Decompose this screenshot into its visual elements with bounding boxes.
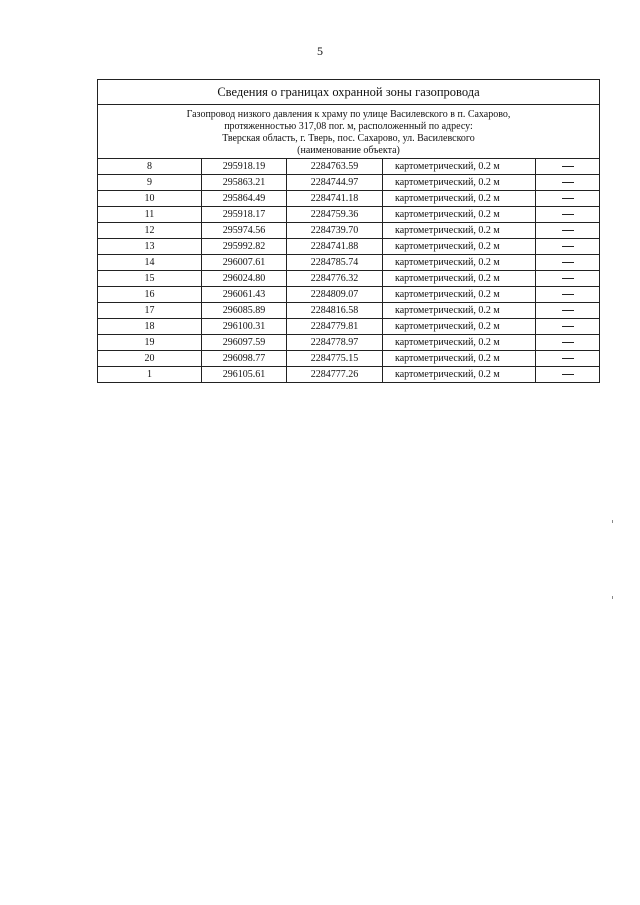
x-cell: 295864.49 — [202, 191, 287, 207]
x-cell: 295992.82 — [202, 239, 287, 255]
table-row — [98, 351, 600, 367]
table-row — [98, 271, 600, 287]
y-cell: 2284741.18 — [287, 191, 383, 207]
point-cell: 19 — [98, 335, 202, 351]
description-line: протяженностью 317,08 пог. м, расположенный по адресу: — [224, 121, 473, 132]
y-cell: 2284816.58 — [287, 303, 383, 319]
page-number: 5 — [317, 44, 323, 58]
dash-mark — [562, 358, 574, 359]
dash-mark — [562, 230, 574, 231]
y-cell: 2284775.15 — [287, 351, 383, 367]
method-cell: картометрический, 0.2 м — [383, 287, 536, 303]
table-row — [98, 175, 600, 191]
method-cell: картометрический, 0.2 м — [383, 319, 536, 335]
note-cell — [536, 239, 600, 255]
note-cell — [536, 319, 600, 335]
y-cell: 2284779.81 — [287, 319, 383, 335]
table-row — [98, 287, 600, 303]
x-cell: 296085.89 — [202, 303, 287, 319]
y-cell: 2284759.36 — [287, 207, 383, 223]
y-cell: 2284778.97 — [287, 335, 383, 351]
point-cell: 8 — [98, 159, 202, 175]
table-row — [98, 335, 600, 351]
note-cell — [536, 367, 600, 383]
method-cell: картометрический, 0.2 м — [383, 191, 536, 207]
x-cell: 296024.80 — [202, 271, 287, 287]
point-cell: 15 — [98, 271, 202, 287]
dash-mark — [562, 310, 574, 311]
x-cell: 295918.17 — [202, 207, 287, 223]
x-cell: 296100.31 — [202, 319, 287, 335]
x-cell: 296098.77 — [202, 351, 287, 367]
dash-mark — [562, 294, 574, 295]
table-row — [98, 367, 600, 383]
method-cell: картометрический, 0.2 м — [383, 351, 536, 367]
point-cell: 17 — [98, 303, 202, 319]
point-cell: 14 — [98, 255, 202, 271]
note-cell — [536, 191, 600, 207]
table-row — [98, 191, 600, 207]
table-row — [98, 255, 600, 271]
x-cell: 295863.21 — [202, 175, 287, 191]
note-cell — [536, 207, 600, 223]
table-title: Сведения о границах охранной зоны газопровода — [98, 80, 600, 105]
description-row — [98, 105, 600, 159]
method-cell: картометрический, 0.2 м — [383, 271, 536, 287]
point-cell: 13 — [98, 239, 202, 255]
x-cell: 296007.61 — [202, 255, 287, 271]
method-cell: картометрический, 0.2 м — [383, 175, 536, 191]
table-row — [98, 239, 600, 255]
table-row — [98, 319, 600, 335]
method-cell: картометрический, 0.2 м — [383, 159, 536, 175]
dash-mark — [562, 166, 574, 167]
dash-mark — [562, 214, 574, 215]
point-cell: 16 — [98, 287, 202, 303]
y-cell: 2284741.88 — [287, 239, 383, 255]
point-cell: 12 — [98, 223, 202, 239]
dash-mark — [562, 342, 574, 343]
x-cell: 296105.61 — [202, 367, 287, 383]
point-cell: 9 — [98, 175, 202, 191]
dash-mark — [562, 278, 574, 279]
y-cell: 2284744.97 — [287, 175, 383, 191]
description-line: Тверская область, г. Тверь, пос. Сахарово, ул. Василевского — [222, 133, 475, 144]
note-cell — [536, 175, 600, 191]
table-row — [98, 159, 600, 175]
x-cell: 295918.19 — [202, 159, 287, 175]
point-cell: 1 — [98, 367, 202, 383]
method-cell: картометрический, 0.2 м — [383, 367, 536, 383]
note-cell — [536, 223, 600, 239]
point-cell: 11 — [98, 207, 202, 223]
dash-mark — [562, 374, 574, 375]
note-cell — [536, 351, 600, 367]
note-cell — [536, 303, 600, 319]
description-line: Газопровод низкого давления к храму по улице Василевского в п. Сахарово, — [186, 109, 511, 120]
boundary-table — [97, 79, 600, 383]
table-row — [98, 207, 600, 223]
y-cell: 2284739.70 — [287, 223, 383, 239]
y-cell: 2284776.32 — [287, 271, 383, 287]
method-cell: картометрический, 0.2 м — [383, 239, 536, 255]
dash-mark — [562, 326, 574, 327]
dash-mark — [562, 246, 574, 247]
y-cell: 2284777.26 — [287, 367, 383, 383]
x-cell: 295974.56 — [202, 223, 287, 239]
note-cell — [536, 255, 600, 271]
method-cell: картометрический, 0.2 м — [383, 303, 536, 319]
title-row — [98, 80, 600, 105]
scan-mark — [612, 596, 613, 599]
object-description — [98, 105, 600, 159]
point-cell: 20 — [98, 351, 202, 367]
y-cell: 2284809.07 — [287, 287, 383, 303]
method-cell: картометрический, 0.2 м — [383, 255, 536, 271]
table-row — [98, 303, 600, 319]
method-cell: картометрический, 0.2 м — [383, 207, 536, 223]
note-cell — [536, 159, 600, 175]
note-cell — [536, 271, 600, 287]
description-caption: (наименование объекта) — [297, 145, 400, 156]
dash-mark — [562, 262, 574, 263]
dash-mark — [562, 182, 574, 183]
method-cell: картометрический, 0.2 м — [383, 335, 536, 351]
note-cell — [536, 335, 600, 351]
table-row — [98, 223, 600, 239]
dash-mark — [562, 198, 574, 199]
y-cell: 2284785.74 — [287, 255, 383, 271]
note-cell — [536, 287, 600, 303]
table-body — [98, 80, 600, 383]
method-cell: картометрический, 0.2 м — [383, 223, 536, 239]
point-cell: 10 — [98, 191, 202, 207]
scan-mark — [612, 520, 613, 523]
x-cell: 296097.59 — [202, 335, 287, 351]
point-cell: 18 — [98, 319, 202, 335]
y-cell: 2284763.59 — [287, 159, 383, 175]
x-cell: 296061.43 — [202, 287, 287, 303]
